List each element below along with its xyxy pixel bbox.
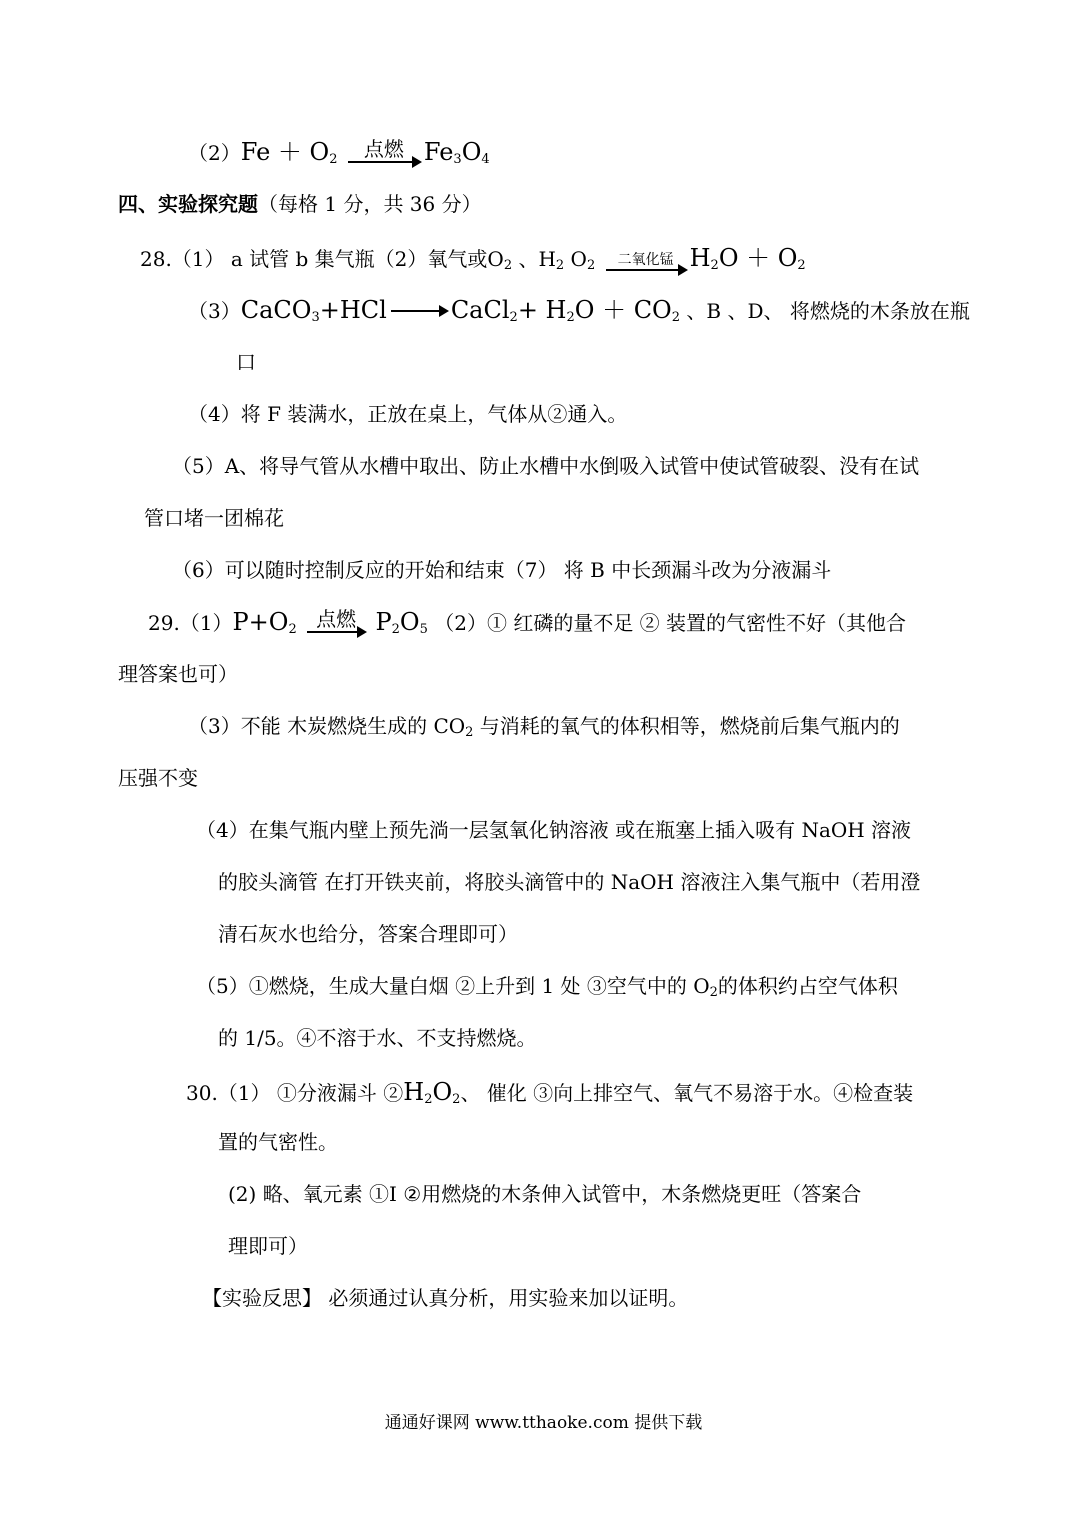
reaction-condition: 二氧化锰	[617, 252, 674, 268]
text-line: 的 1/5。④不溶于水、不支持燃烧。	[218, 1026, 537, 1050]
text-line: (2) 略、氧元素 ①I ②用燃烧的木条伸入试管中，木条燃烧更旺（答案合	[228, 1182, 862, 1206]
section-title: 四、实验探究题	[118, 192, 258, 216]
text-line: （4）将 F 装满水，正放在桌上，气体从②通入。	[188, 402, 628, 426]
q28-part1: 28.（1） a 试管 b 集气瓶（2）氧气或$O_2$ 、$H_2$ $O_2$ 二氧化锰 $H_2O + O_2$	[140, 244, 806, 273]
text-line: 压强不变	[118, 766, 198, 790]
footer-source: 通通好课网 www.tthaoke.com 提供下载	[384, 1413, 703, 1433]
text-line: （4）在集气瓶内壁上预先淌一层氢氧化钠溶液 或在瓶塞上插入吸有 NaOH 溶液	[196, 818, 912, 842]
products: $Fe_3O_4$	[423, 138, 490, 167]
text-line: （5）A、将导气管从水槽中取出、防止水槽中水倒吸入试管中使试管破裂、没有在试	[172, 454, 920, 478]
item-number: （2）	[188, 141, 241, 165]
reaction-arrow	[606, 253, 686, 271]
text-line: 口	[236, 350, 256, 374]
text-line: 【实验反思】 必须通过认真分析，用实验来加以证明。	[202, 1286, 689, 1310]
q30-part1: 30.（1） ①分液漏斗 $②H_2O_2$、 催化 ③向上排空气、氧气不易溶于水。④检查装	[186, 1078, 914, 1107]
text-line: 管口堵一团棉花	[144, 506, 284, 530]
q28-part3: （3）CaCO$_3$+HCl CaCl$_2$+ $H_2O + CO_2$ 、B 、D、 将燃烧的木条放在瓶	[188, 296, 970, 325]
reaction-condition: 点燃	[316, 607, 357, 631]
products: $H_2O + O_2$	[689, 244, 806, 273]
q29-part1: $29.(1)P+O_2$ 点燃 $P_2O_5$ （2）① 红磷的量不足 ② 装置的气密性不好（其他合	[148, 607, 907, 637]
text-line: 清石灰水也给分，答案合理即可）	[218, 922, 518, 946]
text-line: 置的气密性。	[218, 1130, 338, 1154]
text-line: （3）不能 木炭燃烧生成的 $CO_2$ 与消耗的氧气的体积相等，燃烧前后集气瓶内的	[188, 714, 900, 740]
reactants: $Fe + O_2$	[240, 138, 338, 167]
text-line: （5）①燃烧，生成大量白烟 ②上升到 1 处 ③空气中的 $O_2$的体积约占空气体积	[196, 974, 898, 1000]
reaction-arrow	[348, 139, 420, 163]
section-heading	[118, 194, 482, 214]
text-line: 理即可）	[228, 1234, 308, 1258]
reaction-condition: 点燃	[363, 137, 404, 161]
equation-fe-o2	[188, 137, 490, 167]
text-line: 理答案也可）	[118, 662, 238, 686]
reaction-arrow	[307, 609, 365, 633]
text-line: （6）可以随时控制反应的开始和结束（7） 将 B 中长颈漏斗改为分液漏斗	[172, 558, 832, 582]
text-line: 的胶头滴管 在打开铁夹前，将胶头滴管中的 NaOH 溶液注入集气瓶中（若用澄	[218, 870, 921, 894]
section-scoring: （每格 1 分，共 36 分）	[258, 192, 482, 216]
reaction-arrow	[391, 310, 447, 312]
